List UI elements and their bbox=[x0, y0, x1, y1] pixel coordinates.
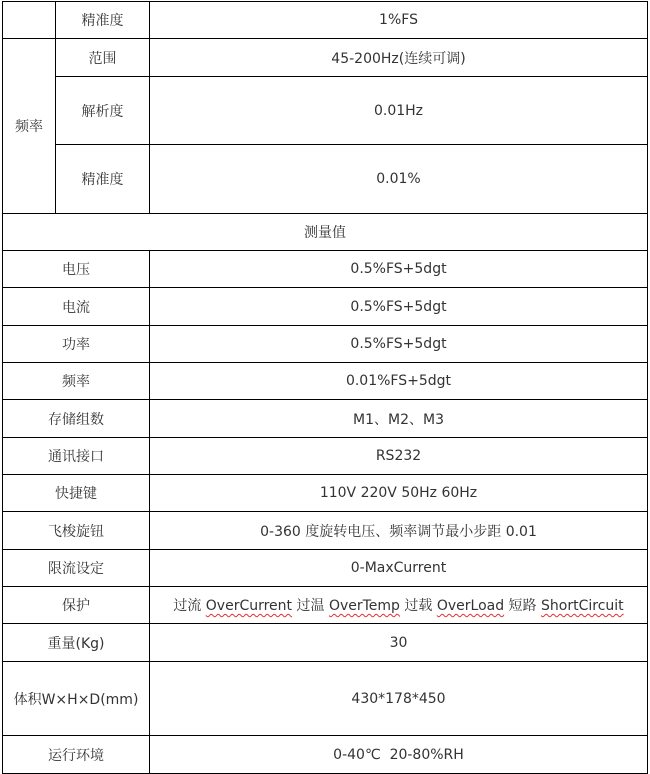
table-row bbox=[3, 326, 648, 363]
table-row bbox=[3, 587, 648, 624]
row-value: 0.5%FS+5dgt bbox=[150, 251, 648, 288]
table-row bbox=[3, 550, 648, 587]
table-row bbox=[3, 512, 648, 550]
table-row bbox=[3, 475, 648, 512]
table-row bbox=[3, 288, 648, 326]
row-value: 430*178*450 bbox=[150, 662, 648, 736]
row-label: 限流设定 bbox=[3, 550, 150, 587]
spec-table bbox=[2, 1, 648, 774]
row-label: 功率 bbox=[3, 326, 150, 363]
row-label: 精准度 bbox=[56, 2, 150, 39]
empty-cell bbox=[3, 2, 56, 39]
row-label: 电流 bbox=[3, 288, 150, 326]
table-row bbox=[3, 363, 648, 400]
row-label: 体积W×H×D(mm) bbox=[3, 662, 150, 736]
row-label: 精准度 bbox=[56, 145, 150, 214]
protection-value bbox=[150, 587, 648, 624]
row-label: 存储组数 bbox=[3, 400, 150, 438]
row-label: 电压 bbox=[3, 251, 150, 288]
row-value: 110V 220V 50Hz 60Hz bbox=[150, 475, 648, 512]
protection-part-flagged: OverTemp bbox=[328, 598, 400, 614]
measured-header: 测量值 bbox=[3, 214, 648, 251]
protection-part: 短路 bbox=[504, 598, 542, 614]
row-value: 0.5%FS+5dgt bbox=[150, 326, 648, 363]
row-label: 快捷键 bbox=[3, 475, 150, 512]
row-value: 0-360 度旋转电压、频率调节最小步距 0.01 bbox=[150, 512, 648, 550]
row-value: 45-200Hz(连续可调) bbox=[150, 39, 648, 77]
row-label: 飞梭旋钮 bbox=[3, 512, 150, 550]
table-row bbox=[3, 624, 648, 662]
row-value: 0.01Hz bbox=[150, 77, 648, 145]
row-label: 通讯接口 bbox=[3, 438, 150, 475]
row-value: RS232 bbox=[150, 438, 648, 475]
table-row bbox=[3, 438, 648, 475]
row-value: 1%FS bbox=[150, 2, 648, 39]
table-row bbox=[3, 39, 648, 77]
row-value: 30 bbox=[150, 624, 648, 662]
protection-part: 过温 bbox=[292, 598, 329, 614]
row-value: M1、M2、M3 bbox=[150, 400, 648, 438]
table-row bbox=[3, 662, 648, 736]
table-row bbox=[3, 736, 648, 774]
row-value: 0.01% bbox=[150, 145, 648, 214]
row-label: 保护 bbox=[3, 587, 150, 624]
protection-part-flagged: OverLoad bbox=[436, 598, 505, 614]
row-label: 运行环境 bbox=[3, 736, 150, 774]
row-label: 范围 bbox=[56, 39, 150, 77]
protection-part: 过流 bbox=[173, 598, 206, 614]
row-value: 0-MaxCurrent bbox=[150, 550, 648, 587]
row-label: 频率 bbox=[3, 363, 150, 400]
protection-part-flagged: ShortCircuit bbox=[541, 598, 624, 614]
table-row bbox=[3, 77, 648, 145]
row-label: 重量(Kg) bbox=[3, 624, 150, 662]
table-row bbox=[3, 2, 648, 39]
row-value: 0.01%FS+5dgt bbox=[150, 363, 648, 400]
table-row bbox=[3, 145, 648, 214]
row-value: 0-40℃ 20-80%RH bbox=[150, 736, 648, 774]
protection-part: 过载 bbox=[399, 598, 437, 614]
protection-part-flagged: OverCurrent bbox=[205, 598, 293, 614]
row-label: 解析度 bbox=[56, 77, 150, 145]
section-header-row bbox=[3, 214, 648, 251]
row-value: 0.5%FS+5dgt bbox=[150, 288, 648, 326]
table-row bbox=[3, 251, 648, 288]
table-row bbox=[3, 400, 648, 438]
group-label-frequency: 频率 bbox=[3, 39, 56, 214]
